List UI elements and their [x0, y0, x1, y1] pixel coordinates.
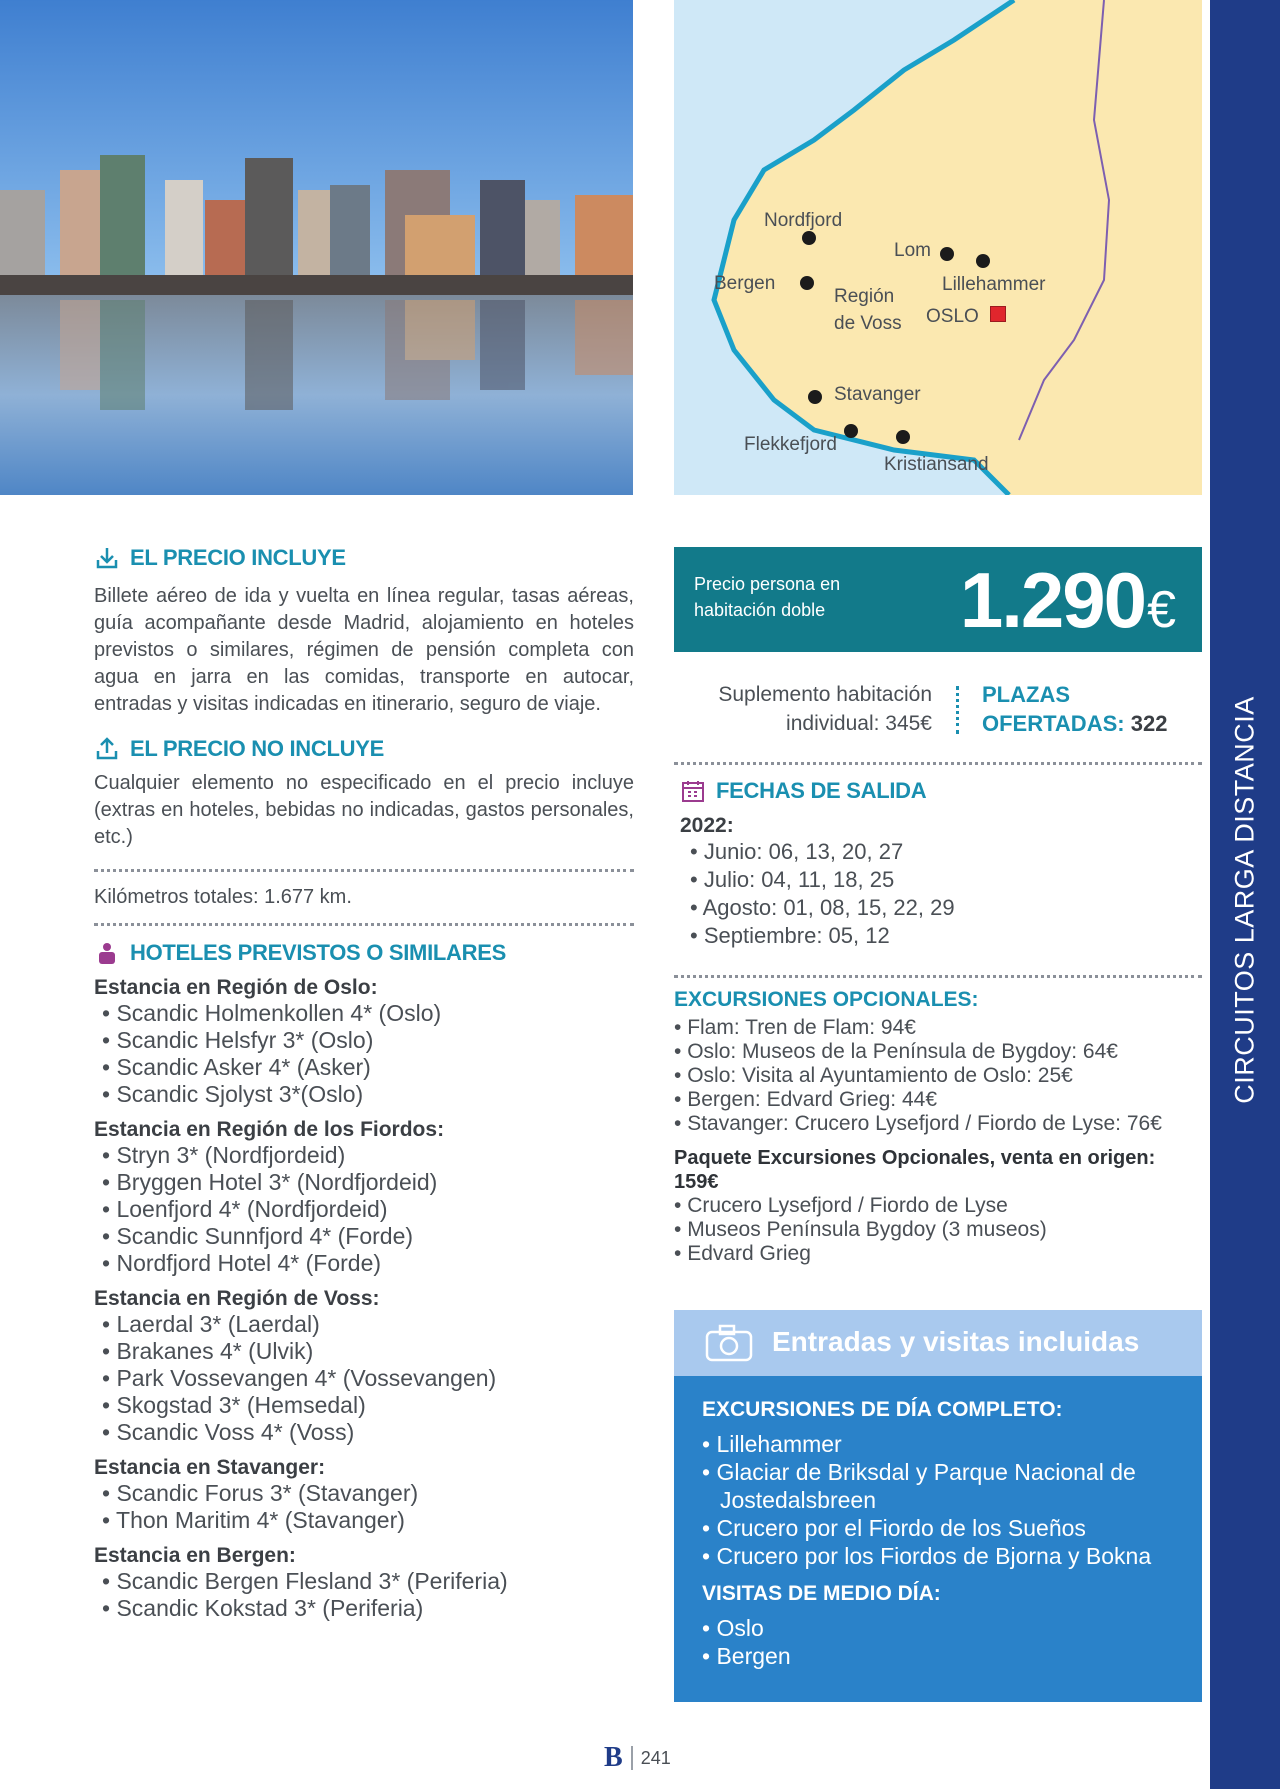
- hotel-icon: [94, 940, 120, 966]
- city-label-region-voss: Región: [834, 286, 895, 307]
- upload-tray-icon: [94, 736, 120, 762]
- download-tray-icon: [94, 545, 120, 571]
- capital-marker-oslo: [990, 306, 1006, 322]
- plazas-line-2: OFERTADAS:: [982, 711, 1125, 736]
- city-dot-lillehammer: [976, 254, 990, 268]
- hotel-item: • Scandic Forus 3* (Stavanger): [102, 1480, 634, 1507]
- fecha-item: • Junio: 06, 13, 20, 27: [690, 838, 1200, 866]
- fechas-year: 2022:: [680, 814, 734, 837]
- fecha-item: • Septiembre: 05, 12: [690, 922, 1200, 950]
- medio-dia-title: VISITAS DE MEDIO DÍA:: [702, 1582, 941, 1605]
- kilometros-totales: Kilómetros totales: 1.677 km.: [94, 886, 352, 908]
- city-label-region-voss-2: de Voss: [834, 313, 902, 334]
- hotel-item: • Scandic Holmenkollen 4* (Oslo): [102, 1000, 634, 1027]
- excursiones-section: [674, 988, 1202, 1266]
- hotel-item: • Scandic Voss 4* (Voss): [102, 1419, 634, 1446]
- city-dot-stavanger: [808, 390, 822, 404]
- section-title-vertical: CIRCUITOS LARGA DISTANCIA: [1229, 696, 1260, 1104]
- entradas-box: [674, 1310, 1202, 1702]
- footer-divider: [631, 1746, 633, 1770]
- paquete-item: • Edvard Grieg: [688, 1242, 1202, 1266]
- hotel-item: • Scandic Sjolyst 3*(Oslo): [102, 1081, 634, 1108]
- hotel-item: • Thon Maritim 4* (Stavanger): [102, 1507, 634, 1534]
- calendar-icon: [680, 778, 706, 804]
- fechas-heading: [680, 778, 1200, 804]
- fecha-item: • Julio: 04, 11, 18, 25: [690, 866, 1200, 894]
- suplemento-line-1: Suplemento habitación: [718, 683, 932, 706]
- left-column: [94, 545, 634, 1622]
- city-dot-bergen: [800, 276, 814, 290]
- price-value: 1.290: [959, 556, 1146, 644]
- hotel-item: • Bryggen Hotel 3* (Nordfjordeid): [102, 1169, 634, 1196]
- price-amount: [960, 555, 1174, 646]
- price-box: [674, 547, 1202, 652]
- plazas-ofertadas: [982, 680, 1167, 738]
- paquete-item: • Museos Península Bygdoy (3 museos): [688, 1218, 1202, 1242]
- price-label-line-2: habitación doble: [694, 600, 826, 620]
- vertical-divider: [956, 686, 959, 734]
- hotel-group-title: Estancia en Stavanger:: [94, 1456, 326, 1479]
- completo-item: • Crucero por los Fiordos de Bjorna y Bokna: [720, 1542, 1202, 1570]
- city-label-lom: Lom: [894, 240, 931, 261]
- fecha-item: • Agosto: 01, 08, 15, 22, 29: [690, 894, 1200, 922]
- hotel-item: • Scandic Asker 4* (Asker): [102, 1054, 634, 1081]
- city-label-kristiansand: Kristiansand: [884, 454, 989, 475]
- excursion-item: • Stavanger: Crucero Lysefjord / Fiordo de Lyse: 76€: [688, 1112, 1202, 1136]
- excursion-item: • Oslo: Visita al Ayuntamiento de Oslo: 25€: [688, 1064, 1202, 1088]
- excursion-item: • Flam: Tren de Flam: 94€: [688, 1016, 1202, 1040]
- brand-logo: B: [604, 1742, 623, 1773]
- city-dot-lom: [940, 247, 954, 261]
- completo-list: [702, 1430, 1202, 1570]
- medio-dia-item: • Bergen: [720, 1642, 1202, 1670]
- city-dot-flekkefjord: [844, 424, 858, 438]
- price-label: [694, 571, 840, 623]
- entradas-title: Entradas y visitas incluidas: [772, 1326, 1140, 1357]
- completo-item: • Glaciar de Briksdal y Parque Nacional de Jostedalsbreen: [720, 1458, 1202, 1514]
- hotel-groups: [94, 976, 634, 1622]
- camera-icon: [704, 1322, 754, 1364]
- page-number: 241: [640, 1747, 671, 1768]
- hotel-item: • Scandic Kokstad 3* (Periferia): [102, 1595, 634, 1622]
- hotel-item: • Stryn 3* (Nordfjordeid): [102, 1142, 634, 1169]
- hotel-list: [94, 1311, 634, 1446]
- entradas-header: [674, 1310, 1202, 1376]
- precio-incluye-text: Billete aéreo de ida y vuelta en línea regular, tasas aéreas, guía acompañante desde Madrid, alojamiento en hoteles previstos o similares, régimen de pensión completa con agua en jarra en las comidas, transporte en autocar, entradas y visitas indicadas en itinerario, seguro de viaje.: [94, 585, 634, 715]
- paquete-title: Paquete Excursiones Opcionales, venta en origen: 159€: [674, 1147, 1156, 1193]
- hotel-item: • Scandic Bergen Flesland 3* (Periferia): [102, 1568, 634, 1595]
- precio-incluye-heading: [94, 545, 634, 571]
- city-label-bergen: Bergen: [714, 273, 776, 294]
- hoteles-heading: [94, 940, 634, 966]
- paquete-list: [674, 1194, 1202, 1266]
- hotel-item: • Loenfjord 4* (Nordfjordeid): [102, 1196, 634, 1223]
- completo-item: • Crucero por el Fiordo de los Sueños: [720, 1514, 1202, 1542]
- hotel-list: [94, 1480, 634, 1534]
- completo-item: • Lillehammer: [720, 1430, 1202, 1458]
- entradas-body: [674, 1376, 1202, 1702]
- precio-incluye-title: EL PRECIO INCLUYE: [130, 545, 346, 570]
- hotel-item: • Laerdal 3* (Laerdal): [102, 1311, 634, 1338]
- excursiones-list: [674, 1016, 1202, 1136]
- divider: [94, 923, 634, 926]
- plazas-number: 322: [1130, 711, 1168, 736]
- hotel-list: [94, 1142, 634, 1277]
- city-dot-kristiansand: [896, 430, 910, 444]
- excursiones-title: EXCURSIONES OPCIONALES:: [674, 988, 979, 1011]
- hotel-item: • Brakanes 4* (Ulvik): [102, 1338, 634, 1365]
- suplemento-row: [674, 672, 1202, 742]
- medio-dia-list: [702, 1614, 1202, 1670]
- hotel-item: • Scandic Helsfyr 3* (Oslo): [102, 1027, 634, 1054]
- hotel-item: • Park Vossevangen 4* (Vossevangen): [102, 1365, 634, 1392]
- city-label-stavanger: Stavanger: [834, 384, 921, 405]
- city-label-flekkefjord: Flekkefjord: [744, 434, 837, 455]
- hotel-group-title: Estancia en Región de los Fiordos:: [94, 1118, 445, 1141]
- hotel-group-title: Estancia en Bergen:: [94, 1544, 296, 1567]
- precio-no-incluye-text: Cualquier elemento no especificado en el precio incluye (extras en hoteles, bebidas no indicadas, gastos personales, etc.): [94, 772, 634, 848]
- plazas-line-1: PLAZAS: [982, 682, 1070, 707]
- precio-no-incluye-title: EL PRECIO NO INCLUYE: [130, 736, 384, 761]
- hotel-group-title: Estancia en Región de Oslo:: [94, 976, 378, 999]
- fechas-list: [680, 838, 1200, 950]
- city-dot-nordfjord: [802, 231, 816, 245]
- price-label-line-1: Precio persona en: [694, 574, 841, 594]
- hotel-list: [94, 1568, 634, 1622]
- precio-no-incluye-heading: [94, 736, 634, 762]
- paquete-item: • Crucero Lysefjord / Fiordo de Lyse: [688, 1194, 1202, 1218]
- oslo-skyline-photo: [0, 0, 633, 495]
- fechas-title: FECHAS DE SALIDA: [716, 778, 927, 803]
- suplemento-individual: [718, 680, 932, 738]
- divider: [674, 975, 1202, 978]
- divider: [674, 762, 1202, 765]
- excursion-item: • Bergen: Edvard Grieg: 44€: [688, 1088, 1202, 1112]
- hotel-item: • Nordfjord Hotel 4* (Forde): [102, 1250, 634, 1277]
- completo-title: EXCURSIONES DE DÍA COMPLETO:: [702, 1398, 1063, 1421]
- hotel-list: [94, 1000, 634, 1108]
- hotel-group-title: Estancia en Región de Voss:: [94, 1287, 380, 1310]
- city-label-lillehammer: Lillehammer: [942, 274, 1046, 295]
- price-currency: €: [1147, 581, 1174, 639]
- section-sidebar: [1210, 0, 1280, 1789]
- suplemento-line-2: individual: 345€: [786, 712, 932, 735]
- norway-route-map: [674, 0, 1202, 495]
- fechas-section: [680, 778, 1200, 950]
- divider: [94, 869, 634, 872]
- hoteles-title: HOTELES PREVISTOS O SIMILARES: [130, 940, 506, 965]
- medio-dia-item: • Oslo: [720, 1614, 1202, 1642]
- hotel-item: • Skogstad 3* (Hemsedal): [102, 1392, 634, 1419]
- hotel-item: • Scandic Sunnfjord 4* (Forde): [102, 1223, 634, 1250]
- excursion-item: • Oslo: Museos de la Península de Bygdoy: 64€: [688, 1040, 1202, 1064]
- city-label-oslo: OSLO: [926, 306, 979, 327]
- page-footer: [604, 1742, 671, 1774]
- city-label-nordfjord: Nordfjord: [764, 210, 843, 231]
